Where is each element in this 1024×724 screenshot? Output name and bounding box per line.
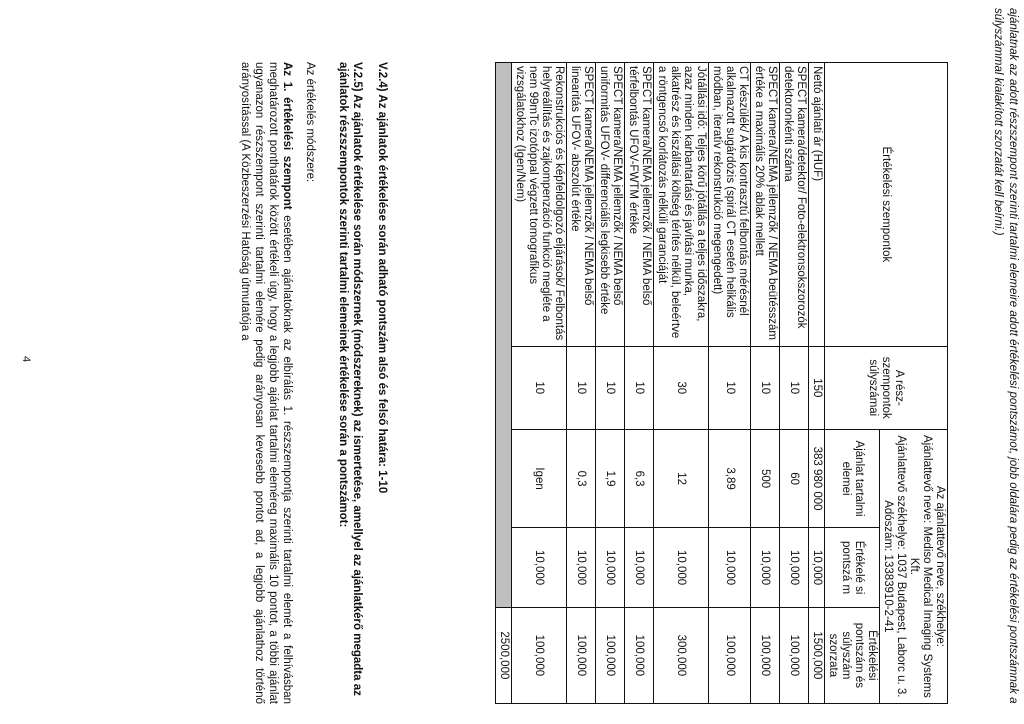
score-cell: 10,000 [780,528,809,607]
criterion-cell: CT készülék/ A kis kontrasztú felbontás mérésnél alkalmazott sugárdózis (spirál CT esetén helikális módban, iteratív rekonstrukció megengedett) [709,63,751,347]
content-cell: 12 [654,429,709,528]
content-cell: 6,3 [625,429,654,528]
weighted-cell: 100,000 [709,607,751,703]
weighted-cell: 100,000 [751,607,780,703]
criterion-cell: Rekonstrukciós és képfeldolgozó eljárások/ Felbontás helyreállítás és zajkompenzáció funkció megléte a nem 99mTc izotóppal végzett tomografikus vizsgálatokhoz (Igen/Nem) [512,63,567,347]
evaluation-table [495,62,948,704]
score-cell: 10,000 [751,528,780,607]
score-cell: 10,000 [512,528,567,607]
total-cell: 2500,000 [496,607,512,703]
content-cell: 500 [751,429,780,528]
header-note: ajánlatnak az adott részszempont szerinti tartalmi elemeire adott értékelési pontszámot, jobb oldalára pedig az értékelési pontszámnak a súlyszámmal kialakított szorzatát kell beírni.) [992,8,1019,704]
weight-cell: 10 [625,346,654,429]
score-cell: 10,000 [709,528,751,607]
criteria-header: Értékelési szempontok [825,63,948,347]
bidder-address: Ajánlattevő székhelye: 1037 Budapest, Laborc u. 3. [895,435,907,698]
section-v24-text: V.2.4) Az ajánlatok értékelése során adható pontszám alsó és felső határa: [376,62,388,467]
table-row [709,63,751,704]
weighted-cell: 100,000 [625,607,654,703]
criterion-cell: SPECT kamera/NEMA jellemzők / NEMA belső linearitás UFOV- abszolút értéke [567,63,596,347]
total-row [496,63,512,704]
weight-header: A rész-szempontok súlyszámai [825,346,948,429]
method-label: Az értékelés módszere: [304,62,316,183]
score-cell: 10,000 [625,528,654,607]
score-cell: 10,000 [809,528,825,607]
table-row [751,63,780,704]
weight-cell: 10 [567,346,596,429]
criterion-cell: SPECT kamera/detektor/ Foto-elektronsokszorozók detektoronkénti száma [780,63,809,347]
weight-cell: 10 [512,346,567,429]
table-row [625,63,654,704]
criterion-cell: SPECT kamera/NEMA jellemzők / NEMA belső térfelbontás UFOV-FWTM értéke [625,63,654,347]
section-v25-title: V.2.5) Az ajánlatok értékelése során módszernek (módszereknek) az ismertetése, amellyel az ajánlatkérő megadta az ajánlatok részszempontok szerinti tartalmi elemeinek értékelése során a pontszámot: [337,62,363,696]
weighted-cell: 300,000 [654,607,709,703]
weight-cell: 10 [751,346,780,429]
weighted-cell: 100,000 [596,607,625,703]
score-cell: 10,000 [596,528,625,607]
weight-cell: 10 [780,346,809,429]
bidder-block [880,429,948,703]
weight-cell: 10 [596,346,625,429]
table-row [809,63,825,704]
table-row [567,63,596,704]
page-number: 4 [20,356,32,363]
table-row [596,63,625,704]
bidder-line-1: Az ajánlattevő neve, székhelye: [934,485,946,647]
weighted-cell: 100,000 [780,607,809,703]
criterion-cell: Jótállási idő: Teljes körű jótállás a teljes időszakra, azaz minden karbantartási és javítási munka, alkatrész és kiszállási költség térítés nélkül, beleértve a röntgencső korlátozás nélküli garanciáját [654,63,709,347]
weight-cell: 150 [809,346,825,429]
criterion-cell: SPECT kamera/NEMA jellemzők / NEMA beütésszám értéke a maximális 20% ablak mellett [751,63,780,347]
content-cell: 1,9 [596,429,625,528]
section-v24-value: 1-10 [376,470,388,494]
bidder-name: Ajánlattevő neve: Mediso Medical Imaging Systems Kft. [908,435,933,698]
weight-cell: 10 [709,346,751,429]
content-cell: 383 980 000 [809,429,825,528]
weighted-cell: 100,000 [512,607,567,703]
score-cell: 10,000 [654,528,709,607]
paragraph-body: esetében ajánlatoknak az elbírálás 1. részszempontja szerinti tartalmi elemét a felhívásban meghatározott ponthatárok között értékeli úgy, hogy a legjobb ajánlat tartalmi eleméreg maximális 10 pontot, a többi ajánlat ugyanazon részszempont szerinti tartalmi elemére pedig arányosan kevesebb pontot ad, a legjobb ajánlathoz történő arányosítással (A Közbeszerzési Hatóság útmutatója a [239,62,293,704]
table-row [780,63,809,704]
table-row [512,63,567,704]
content-cell: 60 [780,429,809,528]
paragraph-lead: Az 1. értékelési szempont [281,62,293,210]
weight-cell: 30 [654,346,709,429]
content-cell: 3,89 [709,429,751,528]
criterion-cell: Nettó ajánlati ár (HUF) [809,63,825,347]
bidder-tax-id: Adószám: 13383910-2-41 [882,500,894,633]
weighted-cell: 1500,000 [809,607,825,703]
weighted-header: Értékelési pontszám és súlyszám szorzata [825,607,880,703]
content-header: Ajánlat tartalmi elemei [825,429,880,528]
total-label-cell [496,63,512,608]
score-cell: 10,000 [567,528,596,607]
content-cell: 0,3 [567,429,596,528]
content-cell: Igen [512,429,567,528]
score-header: Értékelé si pontszá m [825,528,880,607]
weighted-cell: 100,000 [567,607,596,703]
method-paragraph [238,62,294,704]
criterion-cell: SPECT kamera/NEMA jellemzők / NEMA belső uniformitás UFOV- differenciális legkisebb értéke [596,63,625,347]
section-v24-title [376,62,388,704]
table-row [654,63,709,704]
